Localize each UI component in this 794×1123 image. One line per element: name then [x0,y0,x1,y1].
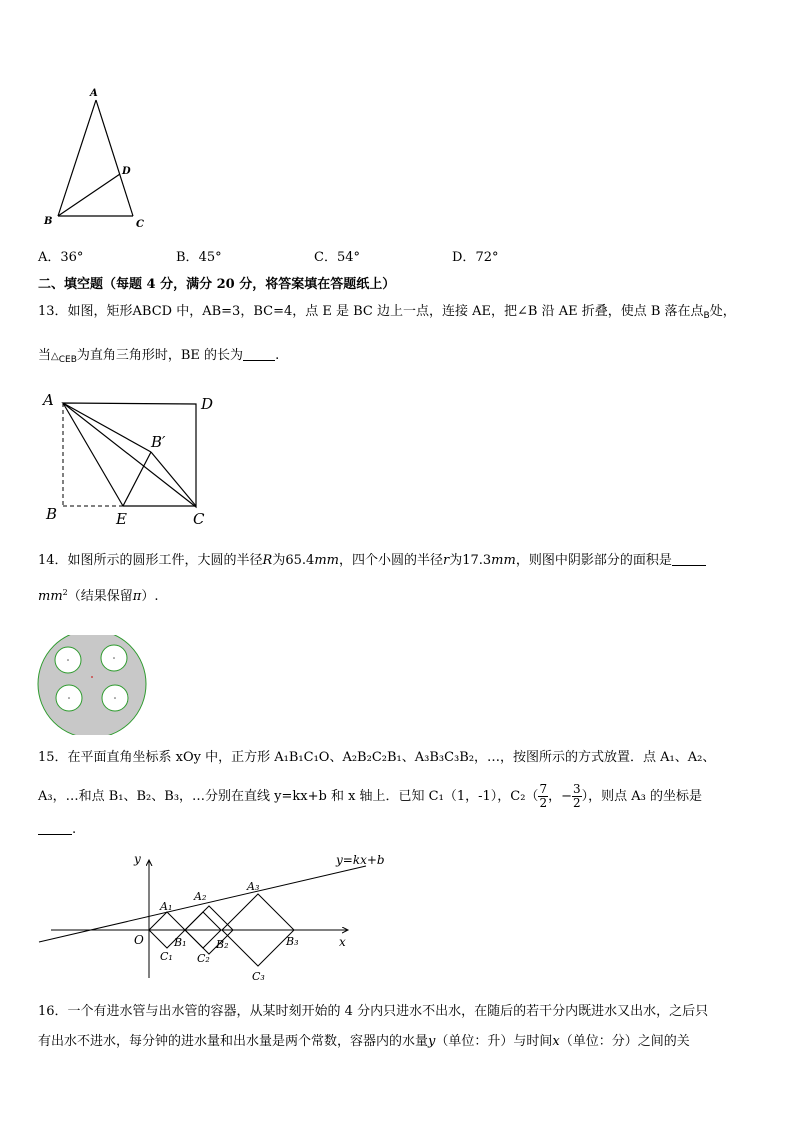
segment-bd [58,174,120,216]
denominator: 2 [573,795,581,810]
q15-coordinate-figure [36,848,396,988]
var-r-small: r [442,553,450,568]
fraction-seven-halves [538,783,548,809]
label-b-prime: B′ [151,433,166,451]
label-a1: A₁ [160,900,173,913]
q14-text: （结果保留 [67,589,133,604]
line-y-kx-b [39,866,366,942]
option-letter: D． [452,250,476,265]
segment-b-prime-c [151,452,196,506]
minus-sign: − [561,788,572,804]
big-circle [38,635,146,735]
option-value: 54° [336,250,360,265]
value-r-big: 65.4 [285,553,315,568]
q15-text-end: . [72,822,77,837]
q14-line1 [38,553,706,567]
option-value: 72° [475,250,499,265]
var-x: x [552,1034,560,1049]
value-r-small: 17.3 [462,553,492,568]
triangle-acd [63,403,196,507]
option-letter: C． [314,250,337,265]
q15-text: ），则点 A₃ 的坐标是 [581,788,703,804]
q13-line2 [38,348,280,365]
section2-heading: 二、填空题（每题 4 分，满分 20 分，将答案填在答题纸上） [38,277,396,292]
q13-text-end: . [275,348,280,363]
q13-line1 [38,304,736,321]
q12-option-c [314,251,360,264]
option-letter: A． [38,250,61,265]
numerator: 3 [573,781,581,796]
q16-text: 有出水不进水，每分钟的进水量和出水量是两个常数，容器内的水量 [38,1034,429,1049]
center-dot [67,659,69,661]
label-c: C [136,219,144,230]
q14-text: 为 [449,553,463,568]
label-c1: C₁ [160,950,173,963]
q14-text: ）. [141,589,159,604]
fraction-three-halves [572,783,582,809]
q12-option-a [38,251,83,264]
segment-ae [63,403,123,506]
q16-line1: 16．一个有进水管与出水管的容器，从某时刻开始的 4 分内只进水不出水，在随后的若干分内既进水又出水，之后只 [38,1004,709,1019]
label-b3: B₃ [286,935,299,948]
center-dot [114,697,116,699]
label-b2: B₂ [216,938,229,951]
q15-answer-blank[interactable] [38,822,72,835]
q14-text: 14．如图所示的圆形工件，大圆的半径 [38,553,263,568]
q13-sub-ceb: CEB [58,355,77,365]
label-c2: C₂ [197,952,210,965]
label-c3: C₃ [252,970,265,983]
unit-mm-squared: mm [38,589,63,604]
q13-text-end: 处， [709,304,736,319]
q15-line1: 15．在平面直角坐标系 xOy 中，正方形 A₁B₁C₁O、A₂B₂C₂B₁、A₃B₃C₃B₂，…，按图所示的方式放置．点 A₁、A₂、 [38,750,716,765]
option-value: 36° [60,250,84,265]
label-d: D [122,166,131,177]
q13-answer-blank[interactable] [243,348,275,361]
label-b: B [44,216,53,227]
q15-text: A₃，…和点 B₁、B₂、B₃，…分别在直线 y=kx+b 和 x 轴上．已知 C₁（1，-1），C₂（ [38,788,539,804]
label-a: A [43,391,54,409]
q14-answer-blank[interactable] [672,553,706,566]
pi-symbol: π [132,589,142,604]
q16-line2 [38,1035,690,1048]
q16-text: （单位：分）之间的关 [559,1034,690,1049]
center-dot [113,657,115,659]
label-c: C [193,510,205,528]
label-d: D [201,395,214,413]
label-o: O [134,933,144,947]
unit-mm: mm [314,553,339,568]
side-ab [58,100,96,216]
side-ac [96,100,133,216]
label-a3: A₃ [247,880,260,893]
center-dot [68,697,70,699]
option-value: 45° [198,250,222,265]
numerator: 7 [539,781,548,796]
label-a2: A₂ [194,890,207,903]
big-center-dot [91,676,93,678]
var-r-big: R [262,553,273,568]
q14-text: ，则图中阴影部分的面积是 [515,553,672,568]
unit-mm: mm [491,553,516,568]
q14-text: 为 [272,553,286,568]
q13-text: 13．如图，矩形ABCD 中，AB=3，BC=4，点 E 是 BC 边上一点，连接 AE，把∠B 沿 AE 折叠，使点 B 落在点 [38,304,704,319]
label-e: E [116,510,127,528]
q13-sub-b: B [703,311,710,321]
label-line: y=kx+b [336,853,385,867]
triangle-symbol: △ [51,351,59,362]
denominator: 2 [539,795,548,810]
segment-b-prime-e [123,452,151,506]
q13-rectangle-figure [38,385,228,530]
label-x-axis: x [339,935,346,949]
q12-option-d [452,251,498,264]
var-y: y [428,1034,436,1049]
segment-ab-prime [63,403,151,452]
label-y-axis: y [134,852,141,866]
label-b1: B₁ [174,936,187,949]
q13-text: 为直角三角形时，BE 的长为 [76,348,244,363]
label-b: B [46,505,58,523]
option-letter: B． [176,250,199,265]
q16-text: （单位：升）与时间 [435,1034,553,1049]
q15-line2 [38,781,702,811]
q15-line3 [38,822,76,836]
q13-text: 当 [38,348,52,363]
q12-triangle-figure [30,80,160,240]
label-a: A [90,88,98,99]
unit-exponent: 2 [62,588,68,597]
q14-line2 [38,590,158,603]
q14-circle-figure [36,635,151,735]
q12-option-b [176,251,222,264]
q15-text: ， [548,788,562,804]
q14-text: ，四个小圆的半径 [338,553,443,568]
